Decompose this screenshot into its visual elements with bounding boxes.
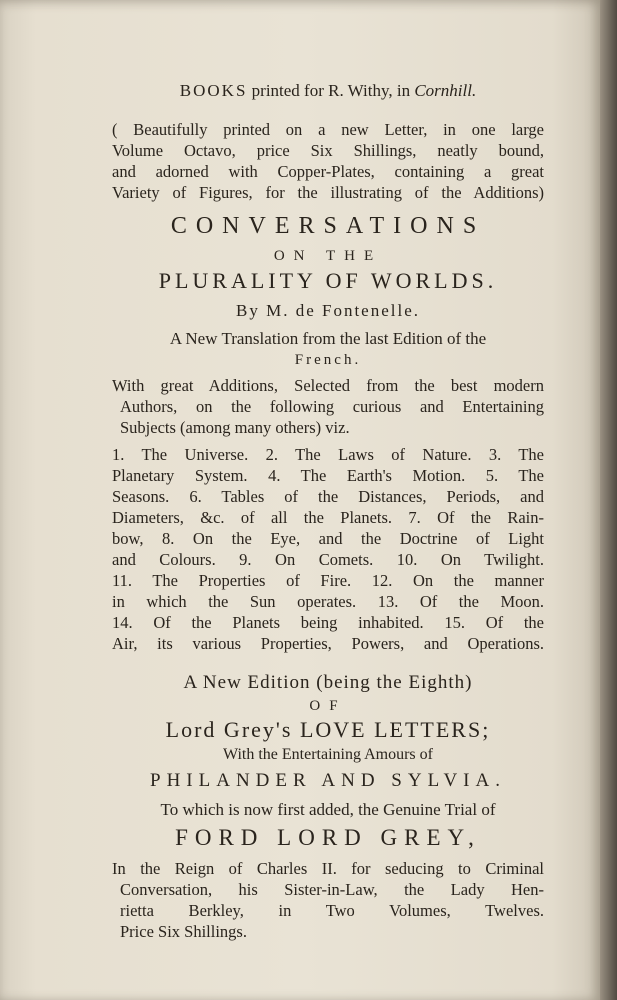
book2-trial: To which is now first added, the Genuine Trial of (160, 800, 496, 819)
subject-line: 11. The Properties of Fire. 12. On the manner (112, 571, 544, 590)
book1-additions-line: With great Additions, Selected from the best modern (112, 376, 544, 395)
subject-line: Planetary System. 4. The Earth's Motion. 5. The (112, 466, 544, 485)
book2-amours: With the Entertaining Amours of (223, 746, 433, 763)
book2-names: PHILANDER AND SYLVIA. (150, 770, 506, 791)
book1-additions-line: Subjects (among many others) viz. (120, 418, 350, 437)
book2-of: OF (309, 698, 347, 714)
book1-french: French. (294, 352, 362, 368)
subject-line: in which the Sun operates. 13. Of the Moon. (112, 592, 544, 611)
book1-additions-line: Authors, on the following curious and Entertaining (120, 397, 544, 416)
running-header (112, 82, 544, 99)
book1-title-2: ON THE (273, 248, 383, 264)
subject-line: 14. Of the Planets being inhabited. 15. Of the (112, 613, 544, 632)
book1-title-1: CONVERSATIONS (170, 213, 486, 239)
reign-line: Price Six Shillings. (120, 922, 247, 941)
book2-title: Lord Grey's LOVE LETTERS; (165, 717, 491, 742)
book2-ford: FORD LORD GREY, (175, 825, 481, 850)
subject-line: and Colours. 9. On Comets. 10. On Twilight. (112, 550, 544, 569)
book1-title-3: PLURALITY OF WORLDS. (158, 268, 498, 293)
intro-line: ( Beautifully printed on a new Letter, in one large (112, 120, 544, 139)
book2-edition: A New Edition (being the Eighth) (183, 672, 473, 693)
reign-line: rietta Berkley, in Two Volumes, Twelves. (120, 901, 544, 920)
intro-line: and adorned with Copper-Plates, containing a great (112, 162, 544, 181)
reign-line: In the Reign of Charles II. for seducing to Criminal (112, 859, 544, 878)
page-edge (600, 0, 617, 1000)
subject-line: bow, 8. On the Eye, and the Doctrine of Light (112, 529, 544, 548)
reign-line: Conversation, his Sister-in-Law, the Lady Hen- (120, 880, 544, 899)
book1-translation: A New Translation from the last Edition of the (169, 329, 487, 348)
subject-line: 1. The Universe. 2. The Laws of Nature. 3. The (112, 445, 544, 464)
subject-line: Seasons. 6. Tables of the Distances, Periods, and (112, 487, 544, 506)
subject-line: Diameters, &c. of all the Planets. 7. Of the Rain- (112, 508, 544, 527)
book1-author: By M. de Fontenelle. (235, 301, 420, 320)
intro-line: Variety of Figures, for the illustrating of the Additions) (112, 183, 544, 202)
subject-line: Air, its various Properties, Powers, and Operations. (112, 634, 544, 653)
header-books: BOOKS (179, 81, 248, 100)
intro-line: Volume Octavo, price Six Shillings, neatly bound, (112, 141, 544, 160)
header-publisher: printed for R. Withy, in (251, 81, 411, 100)
header-place: Cornhill. (414, 81, 477, 100)
